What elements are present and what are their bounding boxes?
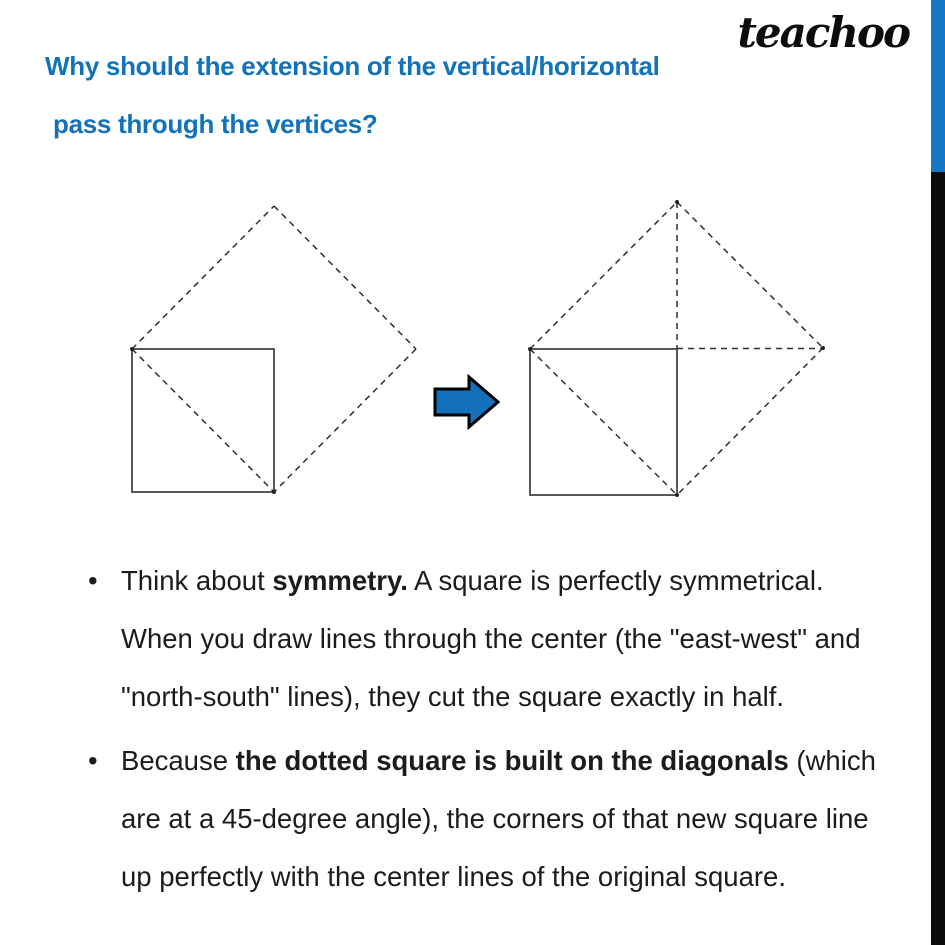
bullet-text-segment: Because xyxy=(121,745,236,776)
dotted-square-right-upper-right-side xyxy=(677,202,823,348)
vertex-dot xyxy=(675,493,679,497)
vertex-dot xyxy=(528,347,532,351)
bullet-line: When you draw lines through the center (the "east-west" and xyxy=(121,623,861,654)
bullet-line xyxy=(121,732,938,790)
bullet-list xyxy=(88,552,938,912)
bullet-line: "north-south" lines), they cut the square exactly in half. xyxy=(121,681,785,712)
bullet-text-segment: (which xyxy=(788,745,876,776)
diagonal-dashed-line-left xyxy=(132,349,274,492)
edge-accent-bar-blue xyxy=(931,0,945,172)
bullet-line: up perfectly with the center lines of the original square. xyxy=(121,861,786,892)
vertex-dot xyxy=(130,347,134,351)
dotted-square-left-upper-left-side xyxy=(132,206,274,349)
diagonal-dashed-line-right xyxy=(530,349,677,495)
vertex-dot xyxy=(821,346,825,350)
list-item xyxy=(88,552,938,726)
bullet-bold-segment: symmetry. xyxy=(272,565,408,596)
bullet-text-segment: Think about xyxy=(121,565,273,596)
bullet-text-segment: A square is perfectly symmetrical. xyxy=(407,565,824,596)
dotted-square-left-upper-right-side xyxy=(274,206,416,349)
teachoo-logo: teachoo xyxy=(737,8,909,57)
heading-line-2: pass through the vertices? xyxy=(53,109,378,139)
heading-line-1: Why should the extension of the vertical/horizontal xyxy=(45,51,660,81)
bullet-text xyxy=(121,552,938,726)
bullet-marker: • xyxy=(88,745,98,776)
bullet-line: are at a 45-degree angle), the corners of that new square line xyxy=(121,803,869,834)
bullet-marker: • xyxy=(88,565,98,596)
vertex-dot xyxy=(675,200,679,204)
bullet-text xyxy=(121,732,938,906)
bullet-bold-segment: the dotted square is built on the diagonals xyxy=(235,745,789,776)
list-item xyxy=(88,732,938,906)
vertex-dot xyxy=(272,490,276,494)
dotted-square-right-upper-left-side xyxy=(530,202,677,349)
right-arrow-icon xyxy=(435,377,498,427)
figure-before xyxy=(130,206,416,494)
figure-after xyxy=(528,200,825,497)
dotted-square-left-lower-right-side xyxy=(274,349,416,492)
dotted-square-right-lower-right-side xyxy=(677,348,823,495)
bullet-line xyxy=(121,552,938,610)
